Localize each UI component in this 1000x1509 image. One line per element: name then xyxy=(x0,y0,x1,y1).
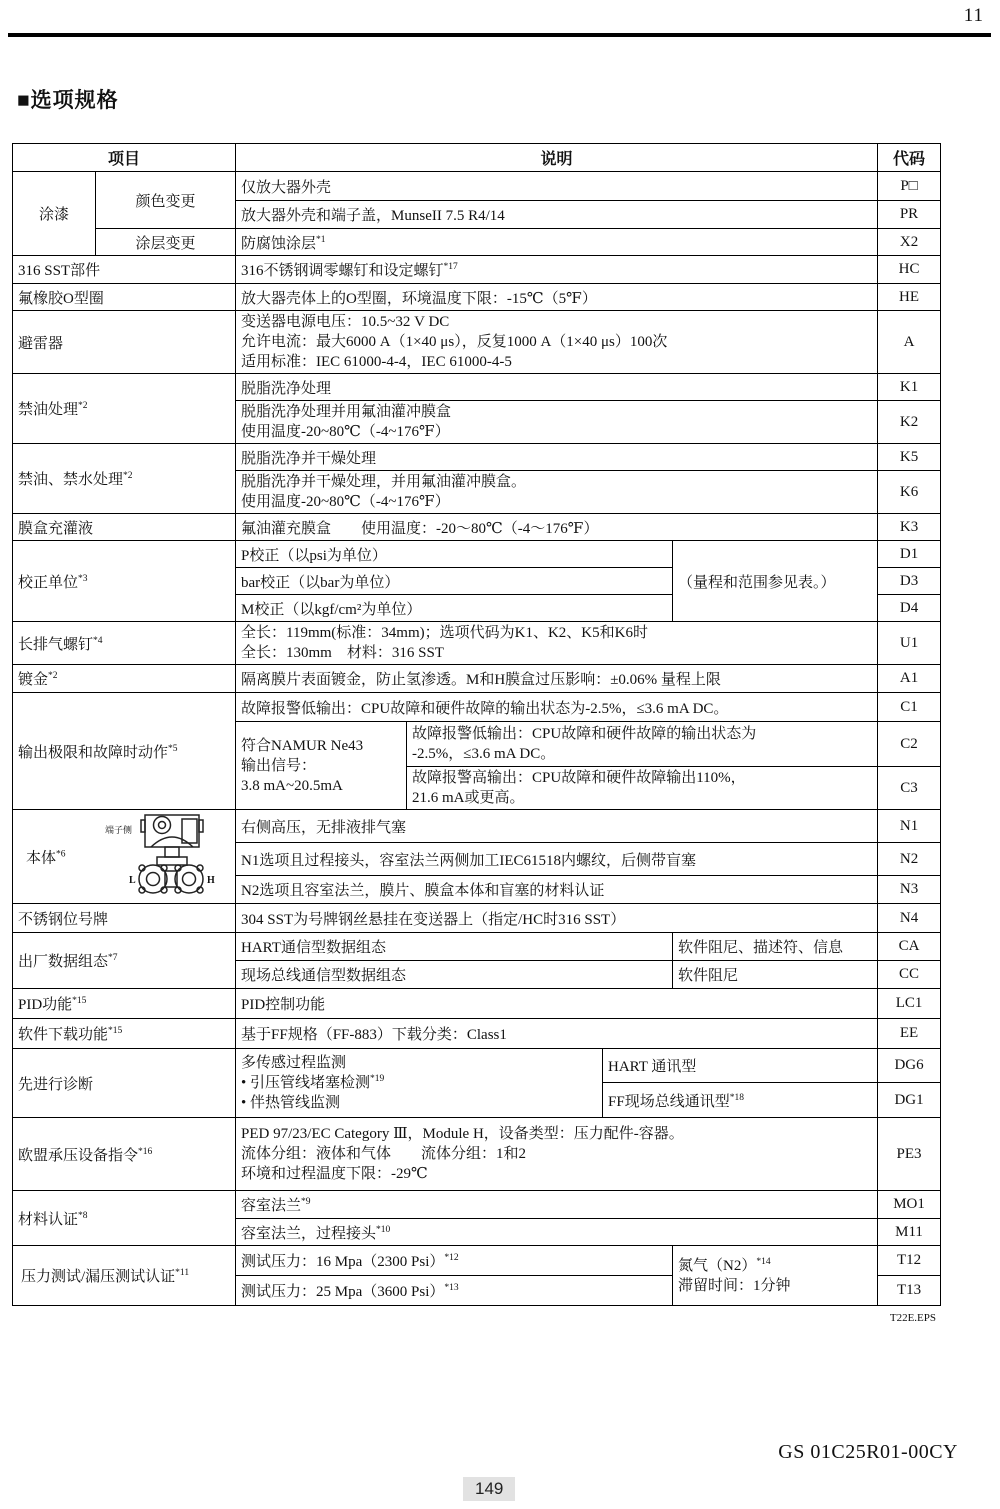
table-row xyxy=(13,1191,941,1219)
cell-desc-t12: 测试压力：16 Mpa（2300 Psi）$^{*12}$ xyxy=(236,1246,673,1276)
cell-desc-d4: M校正（以kgf/cm²为单位） xyxy=(236,595,673,622)
cell-desc-c1: 故障报警低输出：CPU故障和硬件故障的输出状态为-2.5%，≤3.6 mA DC。 xyxy=(236,693,878,722)
cell-desc-t13: 测试压力：25 Mpa（3600 Psi）$^{*13}$ xyxy=(236,1276,673,1306)
cell-desc-k6: 脱脂洗净并干燥处理，并用氟油灌冲膜盒。 使用温度-20~80℃（-4~176℉） xyxy=(236,471,878,514)
cell-desc-mo1: 容室法兰$^{*9}$ xyxy=(236,1191,878,1219)
cell-desc-d3: bar校正（以bar为单位） xyxy=(236,568,673,595)
cell-desc-k1: 脱脂洗净处理 xyxy=(236,374,878,401)
top-page-number: 11 xyxy=(963,5,984,26)
cell-item-gold-plating: 镀金$^{*2}$ xyxy=(13,665,236,693)
cell-desc-n1: 右侧高压，无排液排气塞 xyxy=(236,810,878,843)
table-row xyxy=(13,1246,941,1276)
table-row xyxy=(13,1019,941,1049)
cell-code-ca: CA xyxy=(878,933,941,961)
cell-code-m11: M11 xyxy=(878,1219,941,1246)
cell-code-hc: HC xyxy=(878,256,941,284)
option-spec-table xyxy=(12,143,941,1306)
cell-item-oil-free: 禁油处理$^{*2}$ xyxy=(13,374,236,444)
cell-desc-k2: 脱脂洗净处理并用氟油灌冲膜盒 使用温度-20~80℃（-4~176℉） xyxy=(236,401,878,444)
cell-code-k2: K2 xyxy=(878,401,941,444)
document-code: GS 01C25R01-00CY xyxy=(778,1441,958,1463)
table-row xyxy=(13,989,941,1019)
cell-item-diagnostics: 先进行诊断 xyxy=(13,1049,236,1118)
cell-sub-coating-change: 涂层变更 xyxy=(96,229,236,256)
table-row xyxy=(13,514,941,541)
table-row xyxy=(13,665,941,693)
cell-item-arrester: 避雷器 xyxy=(13,311,236,374)
cell-code-k6: K6 xyxy=(878,471,941,514)
cell-code-p: P□ xyxy=(878,172,941,201)
figure-reference: T22E.EPS xyxy=(889,1312,936,1324)
cell-code-lc1: LC1 xyxy=(878,989,941,1019)
cell-code-k1: K1 xyxy=(878,374,941,401)
cell-desc-n4: 304 SST为号牌钢丝悬挂在变送器上（指定/HC时316 SST） xyxy=(236,904,878,933)
cell-code-dg6: DG6 xyxy=(878,1049,941,1083)
cell-desc-lc1: PID控制功能 xyxy=(236,989,878,1019)
table-row xyxy=(13,172,941,201)
header-description: 说明 xyxy=(236,144,878,172)
cell-item-pid: PID功能$^{*15}$ xyxy=(13,989,236,1019)
cell-code-cc: CC xyxy=(878,961,941,989)
cell-code-n1: N1 xyxy=(878,810,941,843)
diagram-low-label: L xyxy=(129,875,136,886)
cell-code-k3: K3 xyxy=(878,514,941,541)
cell-desc-c2: 故障报警低输出：CPU故障和硬件故障的输出状态为 -2.5%，≤3.6 mA DC。 xyxy=(407,722,878,767)
table-row xyxy=(13,933,941,961)
table-row xyxy=(13,541,941,568)
cell-code-k5: K5 xyxy=(878,444,941,471)
cell-item-paint: 涂漆 xyxy=(13,172,96,256)
header-code: 代码 xyxy=(878,144,941,172)
cell-item-software-dl: 软件下载功能$^{*15}$ xyxy=(13,1019,236,1049)
transmitter-diagram xyxy=(105,812,231,902)
cell-code-x2: X2 xyxy=(878,229,941,256)
table-row xyxy=(13,374,941,401)
cell-code-n3: N3 xyxy=(878,876,941,904)
cell-code-ee: EE xyxy=(878,1019,941,1049)
cell-desc-m11: 容室法兰，过程接头$^{*10}$ xyxy=(236,1219,878,1246)
cell-code-he: HE xyxy=(878,284,941,311)
cell-namur: 符合NAMUR Ne43 输出信号： 3.8 mA~20.5mA xyxy=(236,722,407,810)
cell-desc-dg1: FF现场总线通讯型$^{*18}$ xyxy=(603,1083,878,1118)
cell-item-calibration: 校正单位$^{*3}$ xyxy=(13,541,236,622)
cell-desc-dg6: HART 通讯型 xyxy=(603,1049,878,1083)
cell-desc-ca: HART通信型数据组态 xyxy=(236,933,673,961)
cell-sub-color-change: 颜色变更 xyxy=(96,172,236,229)
diagram-high-label: H xyxy=(207,875,215,886)
cell-desc-he: 放大器壳体上的O型圈，环境温度下限：-15℃（5℉） xyxy=(236,284,878,311)
cell-item-factory-config: 出厂数据组态$^{*7}$ xyxy=(13,933,236,989)
cell-code-dg1: DG1 xyxy=(878,1083,941,1118)
cell-item-fill-fluid: 膜盒充灌液 xyxy=(13,514,236,541)
cell-code-a: A xyxy=(878,311,941,374)
cell-side-ca: 软件阻尼、描述符、信息 xyxy=(673,933,878,961)
table-row xyxy=(13,622,941,665)
cell-code-c1: C1 xyxy=(878,693,941,722)
table-row xyxy=(13,810,941,843)
cell-item-oring: 氟橡胶O型圈 xyxy=(13,284,236,311)
cell-code-d4: D4 xyxy=(878,595,941,622)
cell-code-t12: T12 xyxy=(878,1246,941,1276)
section-heading: ■选项规格 xyxy=(17,89,119,112)
cell-item-body: 本体$^{*6}$ 端子侧 L H xyxy=(13,810,236,904)
cell-item-output-limits: 输出极限和故障时动作$^{*5}$ xyxy=(13,693,236,810)
cell-desc-k3: 氟油灌充膜盒 使用温度：-20～80℃（-4～176℉） xyxy=(236,514,878,541)
table-row xyxy=(13,229,941,256)
cell-note-calibration: （量程和范围参见表。） xyxy=(673,541,878,622)
cell-side-cc: 软件阻尼 xyxy=(673,961,878,989)
cell-desc-pr: 放大器外壳和端子盖，MunseII 7.5 R4/14 xyxy=(236,201,878,229)
cell-code-t13: T13 xyxy=(878,1276,941,1306)
cell-code-d1: D1 xyxy=(878,541,941,568)
cell-item-ped: 欧盟承压设备指令$^{*16}$ xyxy=(13,1118,236,1191)
cell-code-u1: U1 xyxy=(878,622,941,665)
cell-desc-n3: N2选项且容室法兰，膜片、膜盒本体和盲塞的材料认证 xyxy=(236,876,878,904)
cell-desc-u1: 全长：119mm(标准：34mm)；选项代码为K1、K2、K5和K6时 全长：130mm 材料：316 SST xyxy=(236,622,878,665)
cell-desc-ee: 基于FF规格（FF-883）下载分类：Class1 xyxy=(236,1019,878,1049)
diagram-terminal-side-label: 端子侧 xyxy=(105,825,133,835)
cell-code-a1: A1 xyxy=(878,665,941,693)
cell-diagnostics-main: 多传感过程监测 • 引压管线堵塞检测$^{*19}$ • 伴热管线监测 xyxy=(236,1049,603,1118)
cell-side-pressure-test: 氮气$(N2)^{*14}$ 滞留时间：1分钟 xyxy=(673,1246,878,1306)
cell-code-n4: N4 xyxy=(878,904,941,933)
table-row xyxy=(13,284,941,311)
table-row xyxy=(13,1118,941,1191)
cell-desc-k5: 脱脂洗净并干燥处理 xyxy=(236,444,878,471)
cell-code-pe3: PE3 xyxy=(878,1118,941,1191)
cell-desc-n2: N1选项且过程接头，容室法兰两侧加工IEC61518内螺纹，后侧带盲塞 xyxy=(236,843,878,876)
cell-code-pr: PR xyxy=(878,201,941,229)
cell-item-316sst: 316 SST部件 xyxy=(13,256,236,284)
cell-item-oil-water-free: 禁油、禁水处理$^{*2}$ xyxy=(13,444,236,514)
table-row xyxy=(13,256,941,284)
cell-code-c2: C2 xyxy=(878,722,941,767)
cell-desc-pe3: PED 97/23/EC Category Ⅲ，Module H，设备类型：压力配件-容器。 流体分组：液体和气体 流体分组：1和2 环境和过程温度下限：-29℃ xyxy=(236,1118,878,1191)
cell-desc-p: 仅放大器外壳 xyxy=(236,172,878,201)
cell-code-d3: D3 xyxy=(878,568,941,595)
cell-code-n2: N2 xyxy=(878,843,941,876)
cell-item-vent-screw: 长排气螺钉$^{*4}$ xyxy=(13,622,236,665)
cell-desc-a: 变送器电源电压：10.5~32 V DC 允许电流：最大6000 A（1×40 μs），反复1000 A（1×40 μs）100次 适用标准：IEC 61000-4-4，IEC 61000-4-5 xyxy=(236,311,878,374)
cell-desc-d1: P校正（以psi为单位） xyxy=(236,541,673,568)
table-row xyxy=(13,311,941,374)
cell-desc-c3: 故障报警高输出：CPU故障和硬件故障输出110%， 21.6 mA或更高。 xyxy=(407,767,878,810)
header-item: 项目 xyxy=(13,144,236,172)
cell-item-material-cert: 材料认证$^{*8}$ xyxy=(13,1191,236,1246)
table-row xyxy=(13,904,941,933)
cell-item-tag-plate: 不锈钢位号牌 xyxy=(13,904,236,933)
table-header-row xyxy=(13,144,941,172)
cell-code-c3: C3 xyxy=(878,767,941,810)
bottom-page-number: 149 xyxy=(463,1477,515,1501)
cell-code-mo1: MO1 xyxy=(878,1191,941,1219)
cell-desc-cc: 现场总线通信型数据组态 xyxy=(236,961,673,989)
header-rule xyxy=(8,33,991,37)
cell-desc-a1: 隔离膜片表面镀金，防止氢渗透。M和H膜盒过压影响：±0.06% 量程上限 xyxy=(236,665,878,693)
table-row xyxy=(13,693,941,722)
cell-item-pressure-test: 压力测试/漏压测试认证$^{*11}$ xyxy=(13,1246,236,1306)
cell-desc-hc: 316不锈钢调零螺钉和设定螺钉$^{*17}$ xyxy=(236,256,878,284)
cell-desc-x2: 防腐蚀涂层$^{*1}$ xyxy=(236,229,878,256)
table-row xyxy=(13,1049,941,1083)
table-row xyxy=(13,444,941,471)
